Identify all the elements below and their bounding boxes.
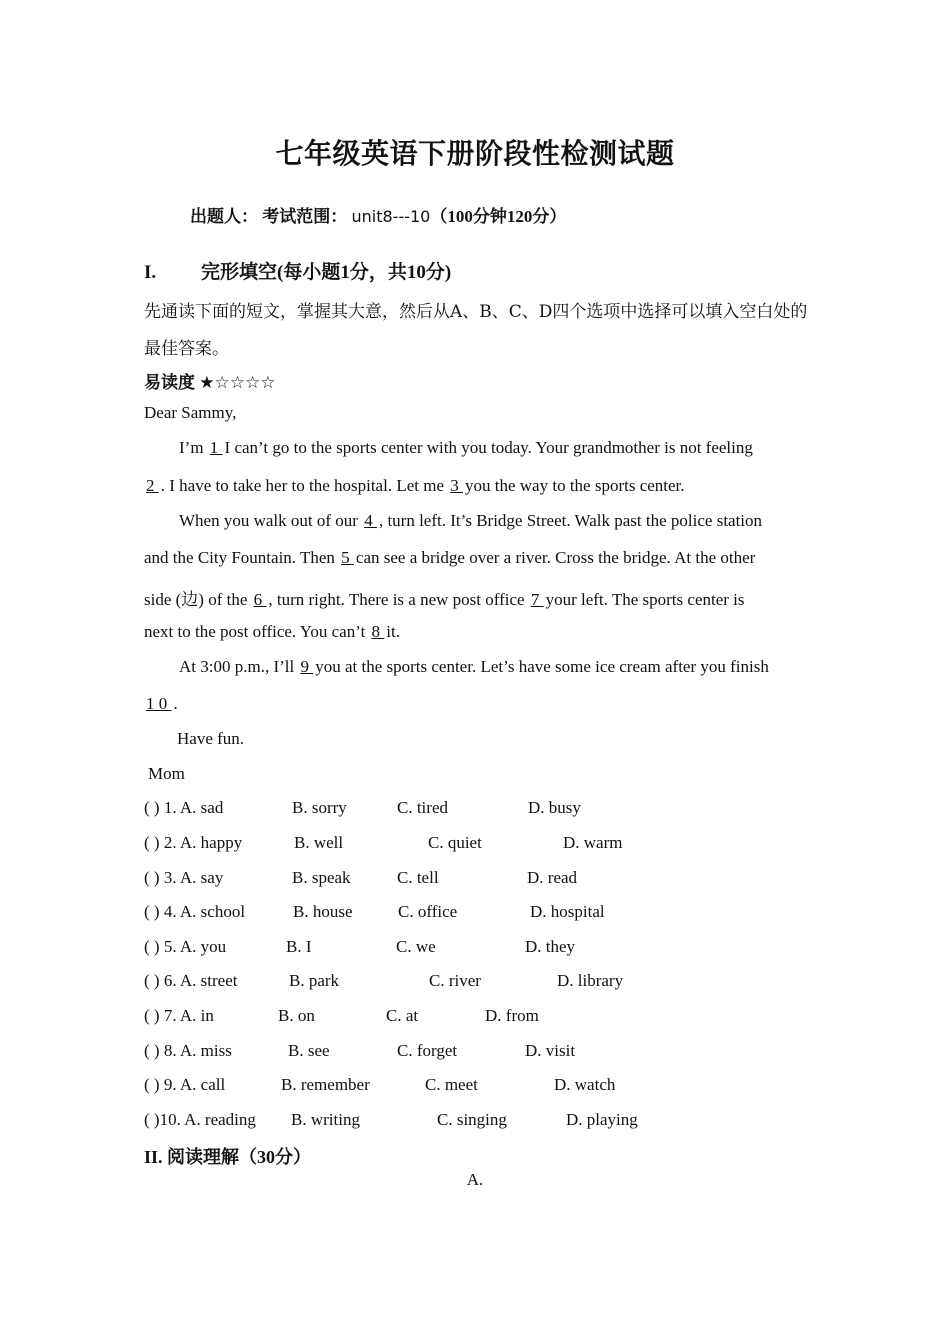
blank-7: 7 xyxy=(530,590,544,609)
range-value: unit8---10 xyxy=(351,207,431,226)
section-title: 完形填空(每小题1分，共10分) xyxy=(201,262,452,283)
option-d: D. playing xyxy=(566,1110,638,1129)
page-title: 七年级英语下册阶段性检测试题 xyxy=(275,137,675,170)
passage-line: next to the post office. You can’t 8 it. xyxy=(144,622,400,641)
instructions: 先通读下面的短文，掌握其大意，然后从A、B、C、D四个选项中选择可以填入空白处的最佳答案。 xyxy=(144,302,808,359)
closing: Have fun. xyxy=(177,729,245,748)
option-question: ( )10. A. reading xyxy=(144,1110,256,1129)
option-b: B. park xyxy=(289,971,340,990)
option-b: B. sorry xyxy=(292,798,347,817)
blank-5: 5 xyxy=(341,548,354,567)
difficulty-rating xyxy=(144,368,275,393)
part-label: A. xyxy=(466,1170,484,1189)
passage-line: side (边) of the 6 , turn right. There is a new post office 7 your left. The sports center is xyxy=(144,590,745,609)
option-d: D. busy xyxy=(528,798,581,817)
option-question: ( ) 9. A. call xyxy=(144,1075,226,1094)
passage-line: 1 0 . xyxy=(146,694,178,713)
option-d: D. they xyxy=(525,937,576,956)
option-question: ( ) 7. A. in xyxy=(144,1006,214,1025)
option-b: B. on xyxy=(278,1006,315,1025)
option-question: ( ) 3. A. say xyxy=(144,868,224,887)
option-b: B. speak xyxy=(292,868,351,887)
author-label: 出题人： xyxy=(190,207,258,226)
blank-10: 1 0 xyxy=(146,694,172,713)
range-label: 考试范围： xyxy=(262,207,348,226)
passage-line: I’m 1 I can’t go to the sports center with you today. Your grandmother is not feeling xyxy=(179,438,753,457)
option-c: C. river xyxy=(429,971,481,990)
option-b: B. writing xyxy=(291,1110,360,1129)
section-heading-reading: II. 阅读理解（30分） xyxy=(144,1147,312,1167)
option-d: D. warm xyxy=(563,833,623,852)
option-d: D. hospital xyxy=(530,902,605,921)
passage-line: When you walk out of our 4 , turn left. It’s Bridge Street. Walk past the police station xyxy=(179,511,763,530)
blank-4: 4 xyxy=(364,511,377,530)
option-question: ( ) 2. A. happy xyxy=(144,833,243,852)
option-c: C. meet xyxy=(425,1075,478,1094)
option-question: ( ) 1. A. sad xyxy=(144,798,224,817)
option-b: B. I xyxy=(286,937,312,956)
option-b: B. well xyxy=(294,833,344,852)
option-question: ( ) 5. A. you xyxy=(144,937,227,956)
option-c: C. tired xyxy=(397,798,448,817)
section-number: I. xyxy=(144,262,157,283)
difficulty-label: 易读度 xyxy=(144,373,195,392)
option-d: D. read xyxy=(527,868,578,887)
option-question: ( ) 4. A. school xyxy=(144,902,246,921)
option-c: C. office xyxy=(398,902,458,921)
option-question: ( ) 8. A. miss xyxy=(144,1041,232,1060)
option-c: C. quiet xyxy=(428,833,482,852)
blank-2: 2 xyxy=(146,476,159,495)
blank-1: 1 xyxy=(209,438,223,457)
option-d: D. from xyxy=(485,1006,539,1025)
blank-6: 6 xyxy=(253,590,267,609)
blank-9: 9 xyxy=(300,657,314,676)
option-c: C. we xyxy=(396,937,436,956)
section-heading-cloze xyxy=(144,257,451,284)
passage-line: At 3:00 p.m., I’ll 9 you at the sports center. Let’s have some ice cream after you finish xyxy=(179,657,769,676)
option-c: C. singing xyxy=(437,1110,507,1129)
option-b: B. house xyxy=(293,902,353,921)
option-b: B. see xyxy=(288,1041,330,1060)
signature: Mom xyxy=(148,764,185,783)
blank-3: 3 xyxy=(450,476,463,495)
option-d: D. watch xyxy=(554,1075,616,1094)
option-d: D. library xyxy=(557,971,624,990)
exam-info xyxy=(190,202,566,227)
option-c: C. forget xyxy=(397,1041,458,1060)
passage-line: 2 . I have to take her to the hospital. Let me 3 you the way to the sports center. xyxy=(146,476,685,495)
passage-line: and the City Fountain. Then 5 can see a bridge over a river. Cross the bridge. At the other xyxy=(144,548,756,567)
option-c: C. at xyxy=(386,1006,419,1025)
option-c: C. tell xyxy=(397,868,439,887)
star-rating-icon: ★☆☆☆☆ xyxy=(199,373,276,392)
blank-8: 8 xyxy=(371,622,385,641)
option-d: D. visit xyxy=(525,1041,576,1060)
salutation: Dear Sammy, xyxy=(144,403,237,422)
time-score: （100分钟120分） xyxy=(430,207,567,226)
option-b: B. remember xyxy=(281,1075,370,1094)
option-question: ( ) 6. A. street xyxy=(144,971,238,990)
